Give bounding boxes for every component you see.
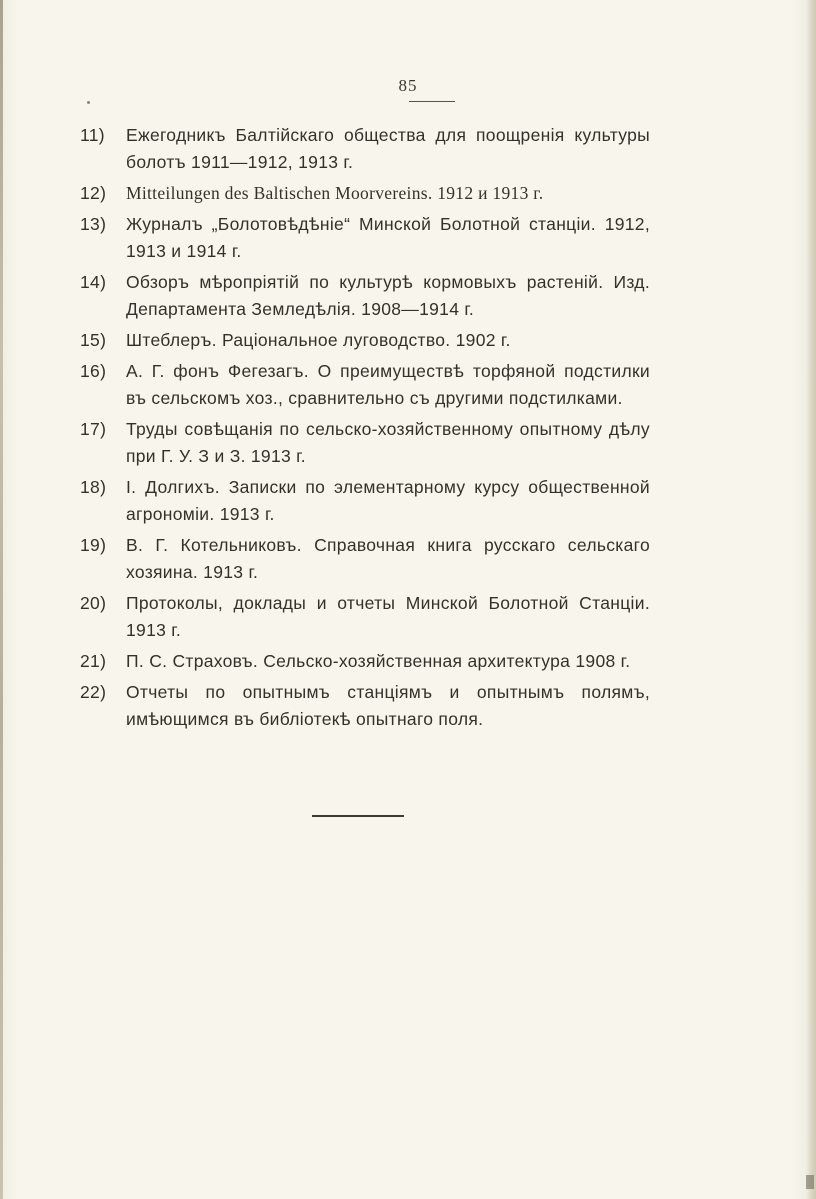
reference-entry-21: [80, 648, 650, 675]
entry-number: 19): [80, 535, 107, 555]
corner-mark: [806, 1175, 814, 1189]
entry-text: І. Долгихъ. Записки по элементарному курсу общественной агрономіи. 1913 г.: [126, 477, 650, 524]
reference-list: [80, 122, 650, 737]
reference-entry-22: [80, 679, 650, 733]
entry-text: Обзоръ мѣропріятій по культурѣ кормовыхъ растеній. Изд. Департамента Земледѣлія. 1908—1914 г.: [126, 272, 650, 319]
entry-number: 18): [80, 477, 107, 497]
entry-number: 16): [80, 361, 107, 381]
reference-entry-13: [80, 211, 650, 265]
entry-text: Штеблеръ. Раціональное луговодство. 1902 г.: [126, 330, 511, 350]
reference-entry-14: [80, 269, 650, 323]
reference-entry-15: [80, 327, 650, 354]
reference-entry-19: [80, 532, 650, 586]
entry-text: П. С. Страховъ. Сельско-хозяйственная архитектура 1908 г.: [126, 651, 631, 671]
reference-entry-20: [80, 590, 650, 644]
entry-text: Mitteilungen des Baltischen Moorvereins. 1912 и 1913 г.: [126, 183, 544, 203]
entry-text: Труды совѣщанія по сельско-хозяйственному опытному дѣлу при Г. У. З и З. 1913 г.: [126, 419, 650, 466]
paper-speck: [87, 101, 90, 104]
entry-text: Журналъ „Болотовѣдѣніе“ Минской Болотной станціи. 1912, 1913 и 1914 г.: [126, 214, 650, 261]
page-number: 85: [398, 76, 418, 95]
page-right-edge: [806, 0, 816, 1199]
page-number-rule: [409, 101, 455, 102]
reference-entry-16: [80, 358, 650, 412]
entry-number: 14): [80, 272, 107, 292]
entry-number: 21): [80, 651, 107, 671]
reference-entry-18: [80, 474, 650, 528]
reference-entry-12: [80, 180, 650, 207]
entry-number: 20): [80, 593, 107, 613]
closing-rule: [312, 815, 404, 817]
entry-number: 13): [80, 214, 107, 234]
entry-number: 15): [80, 330, 107, 350]
entry-text: А. Г. фонъ Фегезагъ. О преимуществѣ торфяной подстилки въ сельскомъ хоз., сравнительно съ другими подстилками.: [126, 361, 650, 408]
entry-text: В. Г. Котельниковъ. Справочная книга русскаго сельскаго хозяина. 1913 г.: [126, 535, 650, 582]
reference-entry-11: [80, 122, 650, 176]
entry-text: Ежегодникъ Балтійскаго общества для поощренія культуры болотъ 1911—1912, 1913 г.: [126, 125, 650, 172]
entry-number: 11): [80, 125, 105, 145]
reference-entry-17: [80, 416, 650, 470]
page-binding-edge: [0, 0, 3, 1199]
entry-number: 22): [80, 682, 107, 702]
entry-number: 12): [80, 183, 107, 203]
entry-text: Отчеты по опытнымъ станціямъ и опытнымъ полямъ, имѣющимся въ библіотекѣ опытнаго поля.: [126, 682, 650, 729]
entry-text: Протоколы, доклады и отчеты Минской Болотной Станціи. 1913 г.: [126, 593, 650, 640]
entry-number: 17): [80, 419, 107, 439]
